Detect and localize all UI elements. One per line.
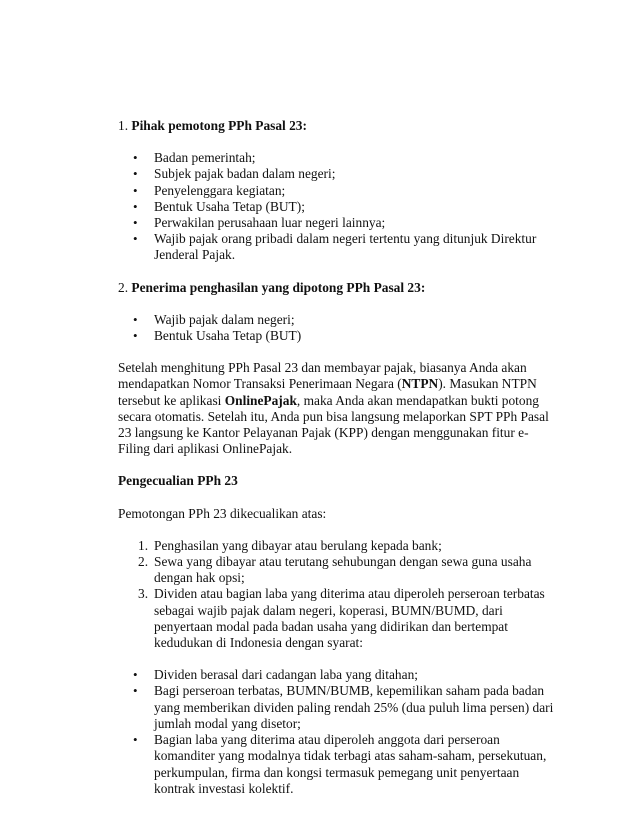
paragraph-text: ). Masukan NTPN tersebut ke aplikasi: [118, 376, 537, 408]
section2-number: 2.: [118, 279, 132, 295]
list-item: [118, 732, 558, 797]
section2-title: Penerima penghasilan yang dipotong PPh Pasal 23:: [131, 279, 426, 295]
list-item-text: Subjek pajak badan dalam negeri;: [154, 166, 336, 182]
list-number: 1.: [138, 537, 149, 553]
exemption-numbered-list: [118, 538, 558, 651]
list-number: 3.: [138, 586, 149, 602]
list-item-text: Bentuk Usaha Tetap (BUT): [154, 328, 302, 344]
list-item: [118, 667, 558, 683]
bullet-icon: •: [133, 231, 138, 247]
list-item-text: Dividen berasal dari cadangan laba yang ditahan;: [154, 667, 418, 683]
list-item-text: Dividen atau bagian laba yang diterima atau diperoleh perseroan terbatas sebagai wajib pajak dalam negeri, koperasi, BUMN/BUMD, dari penyertaan modal pada badan usaha yang didirikan dan bertempat kedudukan di Indonesia dengan syarat:: [154, 586, 545, 651]
ntpn-paragraph: [118, 360, 558, 457]
bullet-icon: •: [133, 150, 138, 166]
conditions-list: [118, 667, 558, 797]
section1-heading: [118, 118, 558, 134]
bullet-icon: •: [133, 732, 138, 748]
section1-number: 1.: [118, 118, 132, 133]
list-item: [118, 215, 558, 231]
list-item-text: Penyelenggara kegiatan;: [154, 182, 286, 198]
list-item: [118, 683, 558, 732]
bullet-icon: •: [133, 198, 138, 214]
list-item-text: Bagian laba yang diterima atau diperoleh anggota dari perseroan komanditer yang modalnya tidak terbagi atas saham-saham, persekutuan, perkumpulan, firma dan kongsi termasuk pemegang unit penyertaan kontrak investasi kolektif.: [154, 732, 547, 796]
list-item-text: Bentuk Usaha Tetap (BUT);: [154, 198, 305, 214]
list-item-text: Penghasilan yang dibayar atau berulang kepada bank;: [154, 537, 442, 553]
list-item: [118, 312, 558, 328]
list-number: 2.: [138, 554, 149, 570]
list-item: [118, 554, 558, 586]
bullet-icon: •: [133, 683, 138, 699]
paragraph-text: , maka Anda akan mendapatkan bukti potong secara otomatis. Setelah itu, Anda pun bisa langsung melaporkan SPT PPh Pasal 23 langsung ke Kantor Pelayanan Pajak (KPP) dengan menggunakan fitur e-Filing dari aplikasi OnlinePajak.: [118, 392, 549, 457]
list-item-text: Badan pemerintah;: [154, 150, 256, 166]
list-item-text: Wajib pajak dalam negeri;: [154, 311, 295, 327]
list-item: [118, 199, 558, 215]
onlinepajak-term: OnlinePajak: [224, 392, 297, 408]
list-item-text: Perwakilan perusahaan luar negeri lainnya;: [154, 215, 386, 231]
bullet-icon: •: [133, 328, 138, 344]
section2-heading: [118, 280, 558, 296]
bullet-icon: •: [133, 311, 138, 327]
list-item: [118, 231, 558, 263]
section2-list: [118, 312, 558, 344]
bullet-icon: •: [133, 182, 138, 198]
paragraph-text: Setelah menghitung PPh Pasal 23 dan membayar pajak, biasanya Anda akan mendapatkan Nomor Transaksi Penerimaan Negara (: [118, 360, 527, 392]
list-item: [118, 586, 558, 651]
bullet-icon: •: [133, 166, 138, 182]
list-item-text: Sewa yang dibayar atau terutang sehubungan dengan sewa guna usaha dengan hak opsi;: [154, 554, 532, 586]
exemption-heading: Pengecualian PPh 23: [118, 473, 238, 489]
list-item-text: Wajib pajak orang pribadi dalam negeri tertentu yang ditunjuk Direktur Jenderal Pajak.: [154, 231, 537, 263]
bullet-icon: •: [133, 667, 138, 683]
ntpn-term: NTPN: [401, 376, 439, 392]
list-item: [118, 538, 558, 554]
section1-title: Pihak pemotong PPh Pasal 23:: [131, 118, 307, 133]
exemption-intro: Pemotongan PPh 23 dikecualikan atas:: [118, 505, 327, 521]
section1-list: [118, 150, 558, 263]
list-item-text: Bagi perseroan terbatas, BUMN/BUMB, kepemilikan saham pada badan yang memberikan dividen paling rendah 25% (dua puluh lima persen) dari jumlah modal yang disetor;: [154, 683, 554, 731]
list-item: [118, 150, 558, 166]
bullet-icon: •: [133, 215, 138, 231]
document-page: [118, 118, 558, 813]
list-item: [118, 328, 558, 344]
list-item: [118, 166, 558, 182]
list-item: [118, 183, 558, 199]
